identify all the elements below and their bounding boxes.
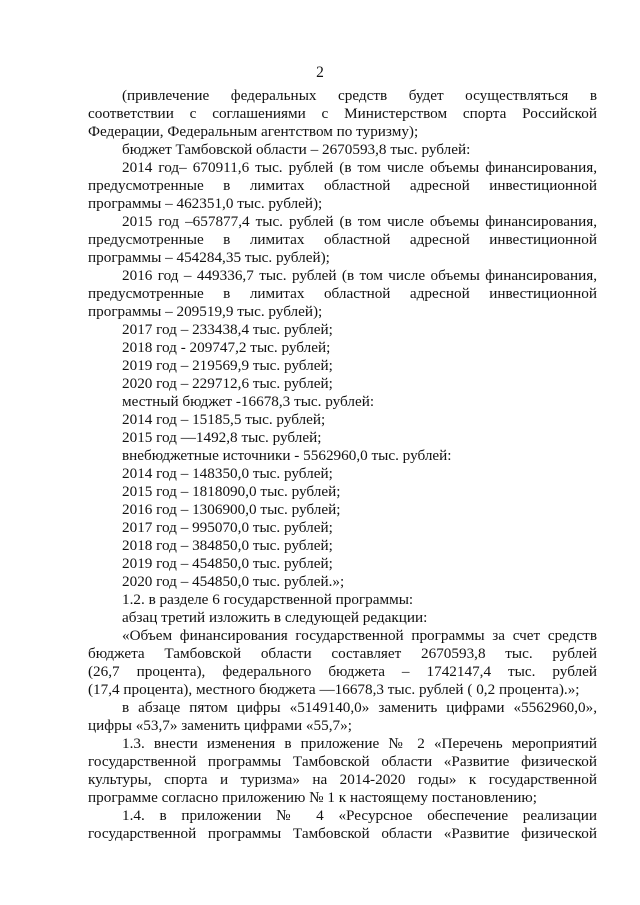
- text-line: 2016 год – 449336,7 тыс. рублей (в том числе объемы финансирования,: [122, 267, 597, 284]
- text-line: 2020 год – 454850,0 тыс. рублей.»;: [122, 573, 345, 590]
- text-line: программы – 209519,9 тыс. рублей);: [88, 303, 323, 320]
- text-line: цифры «53,7» заменить цифрами «55,7»;: [88, 717, 352, 734]
- text-line: предусмотренные в лимитах областной адресной инвестиционной: [88, 285, 597, 302]
- text-line: местный бюджет -16678,3 тыс. рублей:: [122, 393, 375, 410]
- text-line: 2015 год —1492,8 тыс. рублей;: [122, 429, 322, 446]
- text-line: культуры, спорта и туризма» на 2014-2020 годы» к государственной: [88, 771, 597, 788]
- page-number: 2: [316, 64, 324, 81]
- text-line: 2017 год – 995070,0 тыс. рублей;: [122, 519, 333, 536]
- text-line: 2020 год – 229712,6 тыс. рублей;: [122, 375, 333, 392]
- text-line: 2019 год – 219569,9 тыс. рублей;: [122, 357, 333, 374]
- text-line: программы – 462351,0 тыс. рублей);: [88, 195, 323, 212]
- text-line: государственной программы Тамбовской области «Развитие физической: [88, 825, 597, 842]
- text-line: 1.2. в разделе 6 государственной программы:: [122, 591, 414, 608]
- text-line: (26,7 процента), федерального бюджета – 1742147,4 тыс. рублей: [88, 663, 597, 680]
- text-line: программе согласно приложению № 1 к настоящему постановлению;: [88, 789, 537, 806]
- text-line: в абзаце пятом цифры «5149140,0» заменить цифрами «5562960,0»,: [122, 699, 597, 716]
- text-line: 1.3. внести изменения в приложение № 2 «Перечень мероприятий: [122, 735, 597, 752]
- text-line: 2019 год – 454850,0 тыс. рублей;: [122, 555, 333, 572]
- text-line: 2014 год – 15185,5 тыс. рублей;: [122, 411, 326, 428]
- text-line: (17,4 процента), местного бюджета —16678,3 тыс. рублей ( 0,2 процента).»;: [88, 681, 580, 698]
- text-line: 2017 год – 233438,4 тыс. рублей;: [122, 321, 333, 338]
- text-line: 2014 год – 148350,0 тыс. рублей;: [122, 465, 333, 482]
- text-line: 2018 год - 209747,2 тыс. рублей;: [122, 339, 331, 356]
- text-line: 2018 год – 384850,0 тыс. рублей;: [122, 537, 333, 554]
- text-line: абзац третий изложить в следующей редакции:: [122, 609, 428, 626]
- text-line: бюджет Тамбовской области – 2670593,8 тыс. рублей:: [122, 141, 471, 158]
- text-line: предусмотренные в лимитах областной адресной инвестиционной: [88, 231, 597, 248]
- text-line: 2015 год – 1818090,0 тыс. рублей;: [122, 483, 341, 500]
- text-line: предусмотренные в лимитах областной адресной инвестиционной: [88, 177, 597, 194]
- text-line: «Объем финансирования государственной программы за счет средств: [122, 627, 597, 644]
- text-line: соответствии с соглашениями с Министерством спорта Российской: [88, 105, 597, 122]
- text-line: бюджета Тамбовской области составляет 2670593,8 тыс. рублей: [88, 645, 597, 662]
- text-line: 2014 год– 670911,6 тыс. рублей (в том числе объемы финансирования,: [122, 159, 597, 176]
- text-line: 2016 год – 1306900,0 тыс. рублей;: [122, 501, 341, 518]
- text-line: программы – 454284,35 тыс. рублей);: [88, 249, 330, 266]
- text-line: 2015 год –657877,4 тыс. рублей (в том числе объемы финансирования,: [122, 213, 597, 230]
- text-line: Федерации, Федеральным агентством по туризму);: [88, 123, 419, 140]
- text-line: 1.4. в приложении № 4 «Ресурсное обеспечение реализации: [122, 807, 597, 824]
- text-line: (привлечение федеральных средств будет осуществляться в: [122, 87, 597, 104]
- text-line: внебюджетные источники - 5562960,0 тыс. рублей:: [122, 447, 452, 464]
- text-line: государственной программы Тамбовской области «Развитие физической: [88, 753, 597, 770]
